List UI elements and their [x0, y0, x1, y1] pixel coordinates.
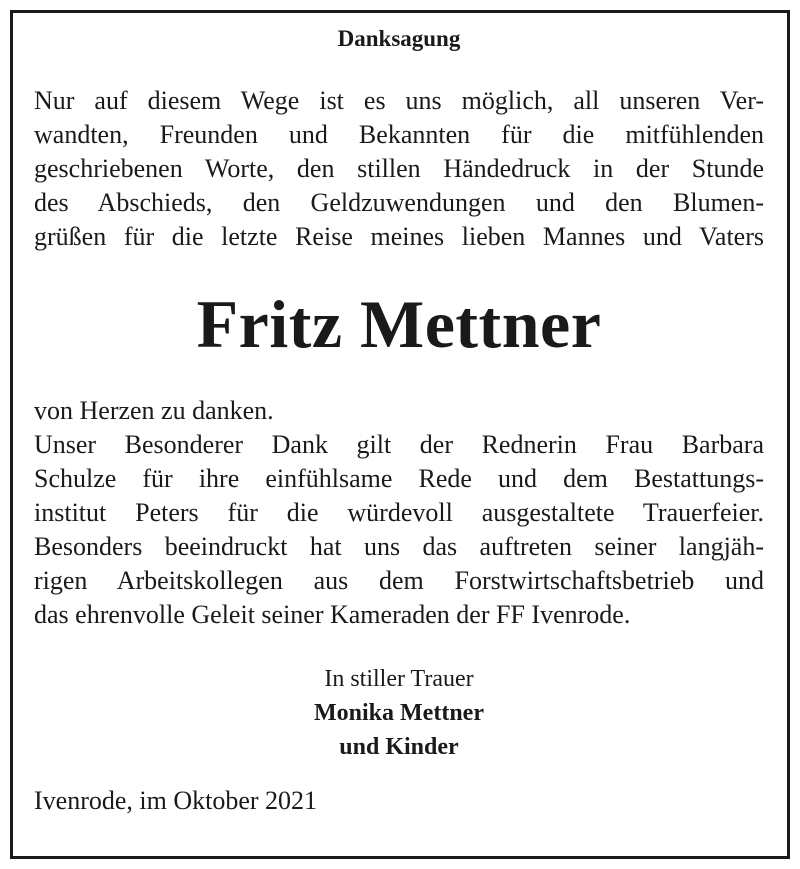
closing-phrase: In stiller Trauer: [324, 666, 474, 692]
body-paragraph: [34, 394, 764, 632]
body-line: das ehrenvolle Geleit seiner Kameraden der FF Ivenrode.: [34, 600, 631, 629]
body-line: Besonders beeindruckt hat uns das auftreten seiner langjäh-: [34, 532, 764, 561]
place-date: Ivenrode, im Oktober 2021: [34, 786, 318, 815]
body-line: rigen Arbeitskollegen aus dem Forstwirtschaftsbetrieb und: [34, 566, 764, 595]
signer-addition: und Kinder: [339, 734, 459, 760]
signer-name: Monika Mettner: [314, 700, 484, 726]
intro-line: des Abschieds, den Geldzuwendungen und den Blumen-: [34, 188, 764, 217]
body-line: Schulze für ihre einfühlsame Rede und dem Bestattungs-: [34, 464, 764, 493]
body-line: Unser Besonderer Dank gilt der Rednerin Frau Barbara: [34, 430, 764, 459]
notice-content: [34, 24, 764, 818]
closing-block: [34, 662, 764, 764]
intro-line: geschriebenen Worte, den stillen Händedruck in der Stunde: [34, 154, 764, 183]
intro-line: wandten, Freunden und Bekannten für die mitfühlenden: [34, 120, 764, 149]
deceased-name: Fritz Mettner: [196, 286, 602, 362]
intro-paragraph: [34, 84, 764, 254]
body-line: von Herzen zu danken.: [34, 396, 274, 425]
intro-line: grüßen für die letzte Reise meines lieben Mannes und Vaters: [34, 222, 764, 251]
notice-title: Danksagung: [337, 26, 461, 51]
body-line: institut Peters für die würdevoll ausgestaltete Trauerfeier.: [34, 498, 764, 527]
intro-line: Nur auf diesem Wege ist es uns möglich, all unseren Ver-: [34, 86, 764, 115]
